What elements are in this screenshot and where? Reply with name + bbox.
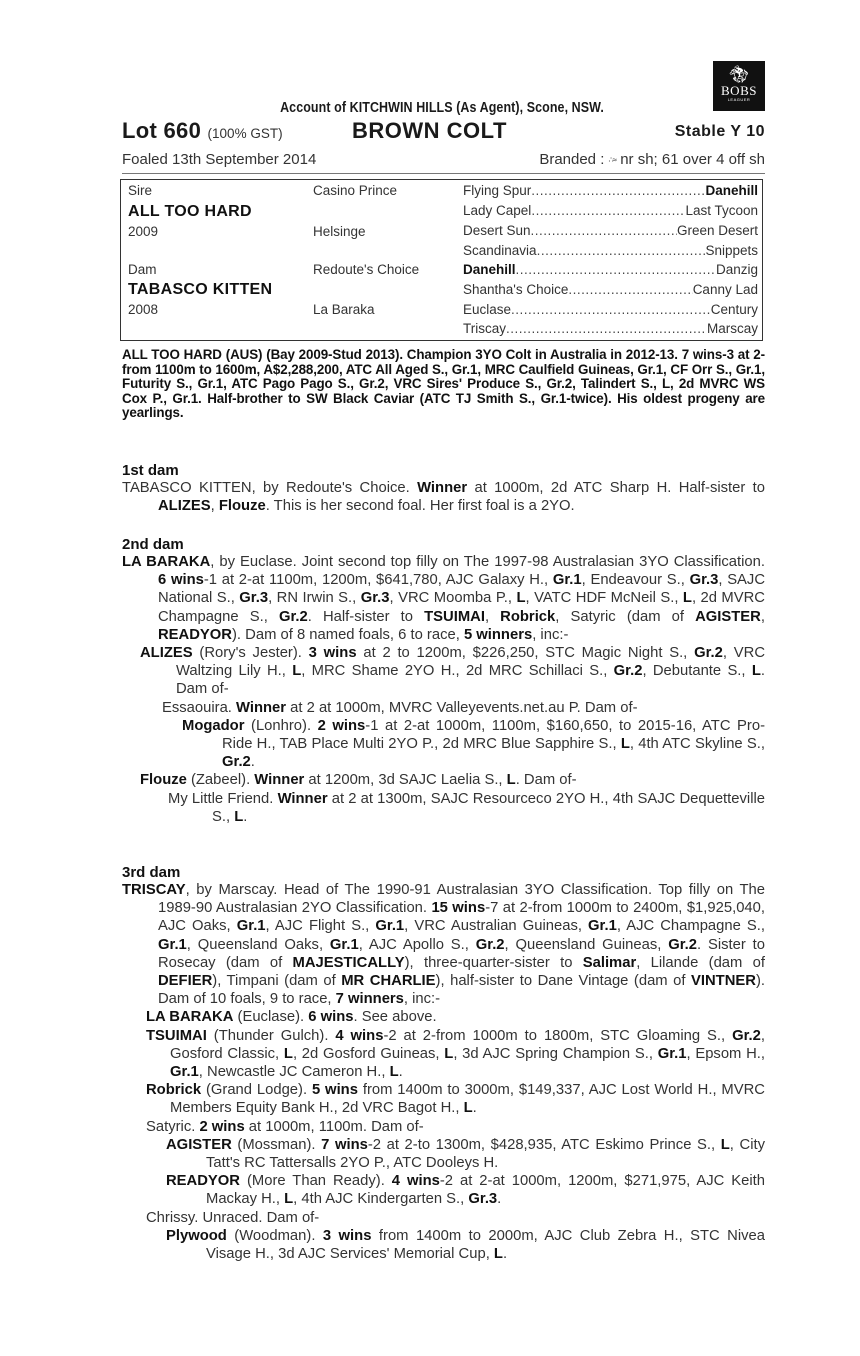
gen3-row: [463, 203, 758, 218]
text: .: [472, 1100, 477, 1117]
text: -2 at 2-from 1000m to 1800m, STC Gloaming S.,: [383, 1027, 733, 1044]
text: at 2 at 1000m, MVRC Valleyevents.net.au P. Dam of-: [286, 699, 638, 716]
brand-mark-icon: ∴≈: [608, 155, 617, 165]
bold-text: Gr.2: [613, 663, 643, 680]
bold-text: Gr.1: [588, 918, 617, 935]
bold-text: 2 wins: [317, 717, 366, 734]
produce-record: [122, 881, 765, 1008]
dam-dam: La Baraka: [313, 302, 375, 317]
bold-text: Gr.1: [375, 918, 405, 935]
bold-text: TSUIMAI: [424, 608, 485, 625]
text: , AJC Champagne S.,: [616, 918, 766, 935]
gen3-row: [463, 223, 758, 238]
leader-dots: [568, 282, 692, 297]
second-dam-section: [122, 536, 765, 826]
text: , AJC Apollo S.,: [358, 936, 476, 953]
bold-text: L: [444, 1045, 454, 1062]
text: (Zabeel).: [186, 772, 255, 789]
bold-text: Winner: [236, 699, 287, 716]
text: . This is her second foal. Her first foal is a 2YO.: [265, 498, 575, 515]
bold-text: Gr.2: [278, 608, 308, 625]
bold-text: 5 wins: [311, 1082, 358, 1099]
leader-dots: [531, 223, 677, 238]
leader-dots: [506, 321, 707, 336]
gen3-left: Lady Capel: [463, 203, 532, 218]
text: , VRC Waltzing Lily H.,: [176, 645, 765, 680]
text: , 4th ATC Skyline S.,: [629, 736, 765, 753]
text: , 2d Gosford Guineas,: [292, 1045, 445, 1062]
lot-number: [122, 118, 283, 144]
bold-text: 7 wins: [321, 1136, 368, 1153]
leader-dots: [537, 243, 706, 258]
bold-text: Gr.3: [360, 590, 390, 607]
gen3-right: Century: [710, 302, 758, 317]
bold-text: 4 wins: [335, 1027, 384, 1044]
text: -7 at 2-from 1000m to 2400m, $1,925,040, AJC Oaks,: [158, 900, 765, 935]
leader-dots: [516, 262, 716, 277]
text: , Epsom H.,: [686, 1045, 766, 1062]
bold-text: Salimar: [582, 954, 637, 971]
text: .: [497, 1191, 502, 1208]
stable-location: Stable Y 10: [674, 123, 765, 140]
leader-dots: [531, 203, 685, 218]
third-dam-section: [122, 864, 765, 1263]
text: .: [250, 754, 255, 771]
first-dam-section: [122, 462, 765, 515]
bold-text: MAJESTICALLY: [292, 954, 405, 971]
bold-text: L: [284, 1191, 294, 1208]
produce-record: [122, 553, 765, 644]
text: (Euclase).: [233, 1009, 309, 1026]
text: , Satyric (dam of: [555, 608, 696, 625]
text: , Debutante S.,: [642, 663, 752, 680]
text: . See above.: [353, 1009, 437, 1026]
gen3-row: [463, 262, 758, 277]
section-heading: 1st dam: [122, 462, 179, 479]
text: , by Euclase. Joint second top filly on The 1997-98 Australasian 3YO Classification.: [210, 554, 765, 570]
pedigree-table: [120, 179, 763, 341]
text: (Lonhro).: [244, 717, 318, 734]
gen3-right: Canny Lad: [692, 282, 758, 297]
dam-sire: Redoute's Choice: [313, 262, 420, 277]
bold-text: Robrick: [146, 1082, 202, 1099]
text: (Rory's Jester).: [192, 645, 309, 662]
gen3-right: Marscay: [706, 321, 758, 336]
text: at 1000m, 1100m. Dam of-: [244, 1118, 424, 1135]
text: Essaouira.: [162, 699, 237, 716]
text: TABASCO KITTEN, by Redoute's Choice.: [122, 480, 418, 496]
lot-header: [122, 118, 765, 144]
bold-text: AGISTER: [695, 608, 761, 625]
bold-text: Mogador: [182, 717, 245, 734]
bold-text: 6 wins: [158, 572, 204, 589]
text: , VRC Australian Guineas,: [404, 918, 589, 935]
text: Chrissy. Unraced. Dam of-: [146, 1209, 320, 1226]
bold-text: L: [516, 590, 526, 607]
text: at 2 at 1300m, SAJC Resourceco 2YO H., 4th SAJC Dequetteville S.,: [212, 790, 765, 825]
bold-text: MR CHARLIE: [341, 973, 436, 990]
gen3-row: [463, 243, 758, 258]
gen3-right: Danzig: [715, 262, 758, 277]
text: , MRC Shame 2YO H., 2d MRC Schillaci S.,: [301, 663, 614, 680]
bold-text: 5 winners: [463, 626, 533, 643]
bold-text: LA BARAKA: [122, 554, 211, 570]
section-heading: 3rd dam: [122, 864, 181, 881]
bold-text: Winner: [254, 772, 305, 789]
text: , Gosford Classic,: [170, 1027, 765, 1062]
bold-text: Gr.2: [475, 936, 505, 953]
text: , Endeavour S.,: [581, 572, 690, 589]
bold-text: Gr.3: [239, 590, 269, 607]
bobs-leaguer-logo: [713, 61, 765, 111]
text: , RN Irwin S.,: [268, 590, 361, 607]
produce-record: [122, 1209, 765, 1227]
bold-text: 7 winners: [335, 991, 404, 1008]
text: from 1400m to 2000m, AJC Club Zebra H., STC Nivea Visage H., 3d AJC Services' Memorial Cup,: [206, 1227, 766, 1263]
leader-dots: [511, 302, 711, 317]
produce-record: [122, 1008, 765, 1026]
gen3-row: [463, 302, 758, 317]
gen3-row: [463, 321, 758, 336]
bold-text: Winner: [277, 790, 328, 807]
bold-text: Gr.1: [158, 936, 187, 953]
bold-text: L: [720, 1136, 730, 1153]
text: -2 at 2-at 1000m, 1200m, $271,975, AJC Keith Mackay H.,: [206, 1173, 766, 1208]
gen3-left: Desert Sun: [463, 223, 531, 238]
bold-text: 3 wins: [322, 1227, 372, 1244]
text: (Woodman).: [226, 1227, 323, 1244]
gen3-left: Danehill: [463, 262, 516, 277]
bold-text: L: [389, 1064, 399, 1081]
bold-text: Gr.2: [222, 754, 251, 771]
text: ). Dam of 10 foals, 9 to race,: [158, 973, 765, 1008]
section-body: [122, 479, 765, 515]
logo-subtitle: LEAGUER: [727, 97, 751, 102]
text: . Half-sister to: [307, 608, 425, 625]
text: , 4th AJC Kindergarten S.,: [293, 1191, 469, 1208]
text: from 1400m to 3000m, $149,337, AJC Lost World H., MVRC Members Equity Bank H., 2d VRC Bagot H.,: [170, 1082, 765, 1117]
bold-text: 15 wins: [431, 900, 486, 917]
text: .: [243, 808, 248, 825]
text: ), Timpani (dam of: [212, 973, 342, 990]
gst-note: (100% GST): [207, 126, 283, 141]
produce-record: [122, 1227, 765, 1263]
text: ,: [760, 608, 765, 625]
produce-record: [122, 790, 765, 826]
text: ). Dam of 8 named foals, 6 to race,: [232, 626, 464, 643]
text: , inc:-: [403, 991, 441, 1008]
gen3-left: Triscay: [463, 321, 506, 336]
horse-description: BROWN COLT: [352, 118, 507, 143]
text: . Sister to Rosecay (dam of: [158, 936, 765, 971]
text: , 3d AJC Spring Champion S.,: [453, 1045, 658, 1062]
lot-label: Lot 660: [122, 118, 202, 143]
text: . Dam of-: [176, 663, 766, 698]
bold-text: Gr.1: [552, 572, 582, 589]
text: , inc:-: [532, 626, 569, 643]
text: , City Tatt's RC Tattersalls 2YO P., ATC Dooleys H.: [206, 1136, 765, 1172]
bold-text: TSUIMAI: [146, 1027, 207, 1044]
text: (More Than Ready).: [240, 1173, 392, 1190]
bold-text: Winner: [417, 480, 468, 496]
produce-record: [122, 479, 765, 515]
text: ,: [210, 498, 219, 515]
bold-text: VINTNER: [691, 973, 756, 990]
produce-record: [122, 771, 765, 789]
gen3-left: Shantha's Choice: [463, 282, 569, 297]
bold-text: L: [493, 1246, 503, 1263]
section-body: [122, 553, 765, 826]
text: , AJC Flight S.,: [265, 918, 376, 935]
gen3-right: Last Tycoon: [685, 203, 758, 218]
bold-text: Gr.2: [668, 936, 698, 953]
gen3-right: Danehill: [705, 183, 758, 198]
text: ,: [484, 608, 501, 625]
text: at 2 to 1200m, $226,250, STC Magic Night S.,: [356, 645, 695, 662]
text: .: [398, 1064, 403, 1081]
section-body: [122, 881, 765, 1263]
text: at 1200m, 3d SAJC Laelia S.,: [304, 772, 507, 789]
produce-record: [122, 1172, 765, 1208]
bold-text: L: [620, 736, 630, 753]
text: .: [502, 1246, 508, 1263]
bold-text: L: [463, 1100, 473, 1117]
text: , VATC HDF McNeil S.,: [525, 590, 683, 607]
bold-text: Flouze: [218, 498, 266, 515]
bold-text: READYOR: [166, 1173, 240, 1190]
sire-name: ALL TOO HARD: [128, 203, 252, 220]
sire-year: 2009: [128, 224, 159, 239]
text: at 1000m, 2d ATC Sharp H. Half-sister to: [467, 480, 766, 496]
bold-text: L: [292, 663, 302, 680]
text: ), three-quarter-sister to: [404, 954, 583, 971]
bold-text: ALIZES: [140, 645, 193, 662]
text: -2 at 2-to 1300m, $428,935, ATC Eskimo Prince S.,: [367, 1136, 721, 1153]
gen3-left: Flying Spur: [463, 183, 532, 198]
dam-label: Dam: [128, 262, 157, 277]
bold-text: L: [682, 590, 692, 607]
bold-text: L: [234, 808, 244, 825]
text: , by Marscay. Head of The 1990-91 Australasian 3YO Classification. Top filly on The 1989-90 Australasian 2YO Classification.: [158, 882, 765, 917]
sire-sire: Casino Prince: [313, 183, 398, 198]
bold-text: 2 wins: [199, 1118, 245, 1135]
sire-summary: ALL TOO HARD (AUS) (Bay 2009-Stud 2013). Champion 3YO Colt in Australia in 2012-13. 7 wins-3 at 2-from 1100m to 1600m, A$2,288,200, ATC All Aged S., Gr.1, MRC Caulfield Guineas, Gr.1, CF Orr S., Gr.1, Futurity S., Gr.1, ATC Pago Pago S., Gr.2, VRC Sires' Produce S., Gr.2, Talindert S., L, 2d MVRC WS Cox P., Gr.1. Half-brother to SW Black Caviar (ATC TJ Smith S., Gr.1-twice). His oldest progeny are yearlings.: [122, 347, 765, 421]
produce-record: [122, 717, 765, 772]
branded-label: Branded :: [539, 151, 605, 168]
foaled-date: Foaled 13th September 2014: [122, 151, 317, 168]
bold-text: Flouze: [140, 772, 187, 789]
gen3-row: [463, 282, 758, 297]
text: , Queensland Oaks,: [186, 936, 330, 953]
bold-text: TRISCAY: [122, 882, 186, 898]
text: (Thunder Gulch).: [206, 1027, 336, 1044]
dam-year: 2008: [128, 302, 159, 317]
dam-name: TABASCO KITTEN: [128, 281, 273, 298]
text: . Dam of-: [515, 772, 577, 789]
bold-text: Gr.1: [329, 936, 359, 953]
text: , VRC Moomba P.,: [389, 590, 517, 607]
header-divider: [122, 173, 765, 174]
bold-text: 4 wins: [391, 1173, 440, 1190]
bold-text: Gr.2: [732, 1027, 761, 1044]
bold-text: Gr.2: [694, 645, 723, 662]
brand-info: [539, 151, 765, 168]
text: , Lilande (dam of: [636, 954, 765, 971]
gen3-left: Scandinavia: [463, 243, 537, 258]
text: , SAJC National S.,: [158, 572, 766, 607]
branded-text: nr sh; 61 over 4 off sh: [620, 151, 765, 168]
bold-text: READYOR: [158, 626, 232, 643]
text: , 2d MVRC Champagne S.,: [158, 590, 765, 625]
text: -1 at 2-at 1000m, 1100m, $160,650, to 2015-16, ATC Pro-Ride H., TAB Place Multi 2YO P., 2d MRC Blue Sapphire S.,: [222, 717, 766, 753]
bold-text: 6 wins: [308, 1009, 354, 1026]
gen3-right: Green Desert: [676, 223, 758, 238]
horse-and-jockey-icon: 🏇︎: [728, 65, 750, 84]
text: (Grand Lodge).: [201, 1082, 312, 1099]
bold-text: Gr.1: [236, 918, 266, 935]
bold-text: Gr.3: [689, 572, 719, 589]
bold-text: L: [751, 663, 761, 680]
bold-text: Gr.1: [170, 1064, 199, 1081]
bold-text: Plywood: [166, 1227, 227, 1244]
section-heading: 2nd dam: [122, 536, 184, 553]
bold-text: ALIZES: [158, 498, 211, 515]
produce-record: [122, 1081, 765, 1117]
text: , Newcastle JC Cameron H.,: [198, 1064, 390, 1081]
produce-record: [122, 1136, 765, 1172]
leader-dots: [531, 183, 705, 198]
gen3-left: Euclase: [463, 302, 512, 317]
bold-text: Robrick: [500, 608, 556, 625]
bold-text: L: [506, 772, 516, 789]
bold-text: DEFIER: [158, 973, 213, 990]
gen3-row: [463, 183, 758, 198]
logo-name: BOBS: [721, 83, 757, 98]
produce-record: [122, 1118, 765, 1136]
gen3-right: Snippets: [705, 243, 758, 258]
sire-dam: Helsinge: [313, 224, 366, 239]
produce-record: [122, 699, 765, 717]
sire-label: Sire: [128, 183, 153, 198]
produce-record: [122, 644, 765, 699]
bold-text: Gr.1: [657, 1045, 687, 1062]
produce-record: [122, 1027, 765, 1082]
bold-text: Gr.3: [468, 1191, 498, 1208]
text: (Mossman).: [231, 1136, 322, 1153]
vendor-account: Account of KITCHWIN HILLS (As Agent), Scone, NSW.: [280, 100, 604, 116]
bold-text: LA BARAKA: [146, 1009, 234, 1026]
text: , Queensland Guineas,: [504, 936, 669, 953]
text: ), half-sister to Dane Vintage (dam of: [435, 973, 691, 990]
text: My Little Friend.: [168, 790, 278, 807]
text: Satyric.: [146, 1118, 200, 1135]
text: -1 at 2-at 1100m, 1200m, $641,780, AJC Galaxy H.,: [203, 572, 553, 589]
bold-text: 3 wins: [308, 645, 357, 662]
bold-text: L: [283, 1045, 293, 1062]
bold-text: AGISTER: [166, 1136, 232, 1153]
